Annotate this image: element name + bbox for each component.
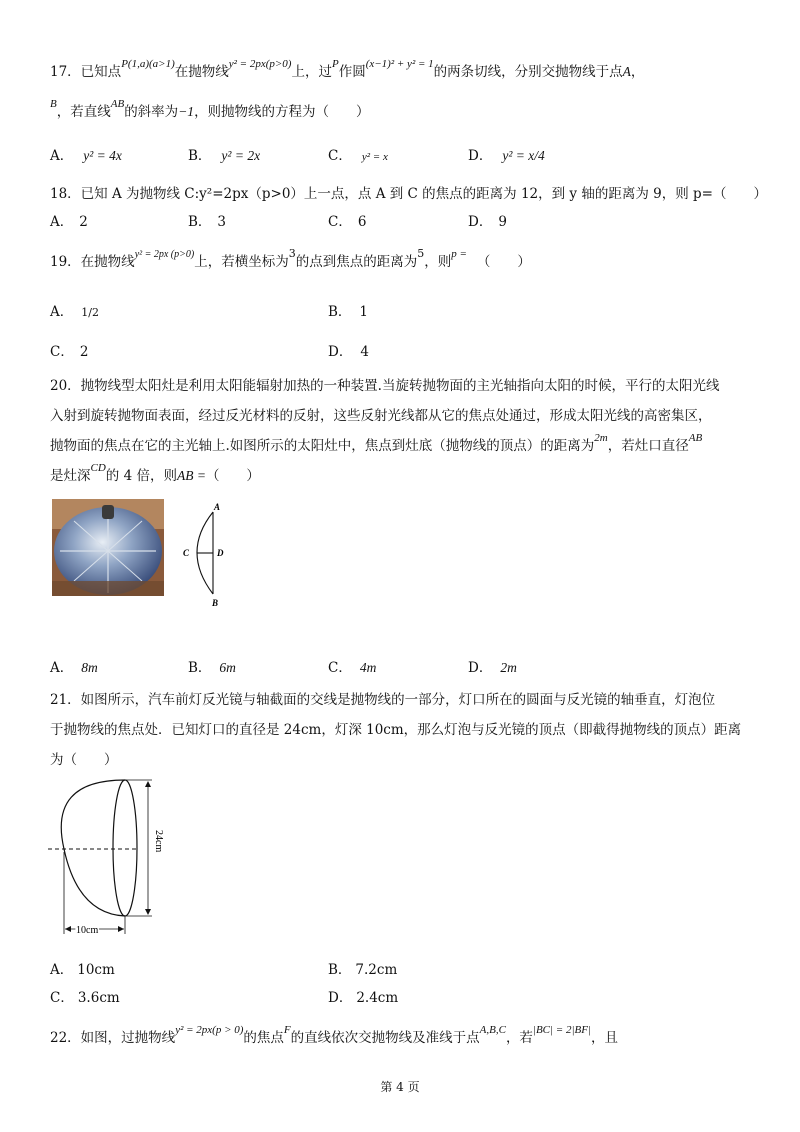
q17-option-c[interactable] (328, 146, 388, 167)
option-label: C． (50, 344, 74, 360)
q17-p: P (331, 58, 339, 70)
height-label: 24cm (153, 830, 164, 853)
option-text: 1/2 (81, 306, 99, 319)
q22-parabola-expr: y² = 2px(p > 0) (175, 1024, 244, 1036)
option-text: y² = x/4 (502, 148, 545, 163)
q17-comma: ， (630, 64, 645, 80)
q22-f: F (283, 1024, 291, 1036)
q19-parabola-expr: y² = 2px (p>0) (134, 249, 195, 260)
q19-d: 5 (417, 247, 425, 260)
q22-number: 22．如图，过抛物线 (50, 1030, 176, 1046)
q19-option-a[interactable] (50, 302, 99, 323)
option-text: 10cm (77, 962, 115, 978)
option-text: 2.4cm (356, 990, 399, 1006)
solar-cooker-photo (52, 499, 164, 596)
q21-line3: 为（ ） (50, 752, 118, 768)
q20-option-c[interactable] (328, 658, 376, 678)
q19-text: 上，若横坐标为 (194, 254, 289, 270)
q20-text: 抛物面的焦点在它的主光轴上.如图所示的太阳灶中，焦点到灶底（抛物线的顶点）的距离为 (50, 438, 595, 454)
option-text: 7.2cm (355, 962, 398, 978)
q22-points: A,B,C (479, 1024, 506, 1036)
q18-option-d[interactable] (468, 212, 507, 232)
q21-line1: 21．如图所示，汽车前灯反光镜与轴截面的交线是抛物线的一部分，灯口所在的圆面与反光镜的轴垂直，灯泡位 (50, 692, 716, 708)
q20-option-b[interactable] (188, 658, 236, 678)
option-label: D． (468, 148, 493, 164)
q17-option-a[interactable] (50, 146, 122, 166)
q20-text: （ ） (205, 468, 260, 484)
q20-line1: 20．抛物线型太阳灶是利用太阳能辐射加热的一种装置.当旋转抛物面的主光轴指向太阳的时候，平行的太阳光线 (50, 378, 720, 394)
q19-option-c[interactable] (50, 342, 88, 362)
q19-option-d[interactable] (328, 342, 369, 362)
option-label: B． (188, 660, 212, 676)
option-text: 3.6cm (77, 990, 120, 1006)
q22-text: ，若 (505, 1030, 533, 1046)
q17-number: 17．已知点 (50, 64, 122, 80)
q22-text: 的直线依次交抛物线及准线于点 (290, 1030, 480, 1046)
q20-option-d[interactable] (468, 658, 517, 678)
q20-text: 是灶深 (50, 468, 91, 484)
q17-text: 在抛物线 (174, 64, 229, 80)
q17-text: 的斜率为 (124, 104, 179, 120)
q17-option-d[interactable] (468, 146, 545, 166)
option-text: 6 (357, 214, 367, 230)
q18-stem: 18．已知 A 为抛物线 C:y²=2px（p>0）上一点，点 A 到 C 的焦点的距离为 12，到 y 轴的距离为 9，则 p=（ ） (50, 186, 767, 202)
q19-option-b[interactable] (328, 302, 368, 322)
q19-number: 19．在抛物线 (50, 254, 135, 270)
q20-cd: CD (90, 462, 106, 474)
q17-text: 上，过 (291, 64, 332, 80)
label-b: B (212, 598, 219, 608)
option-label: B． (188, 148, 212, 164)
option-label: A． (50, 148, 74, 164)
q20-text: ，若灶口直径 (607, 438, 689, 454)
q20-option-a[interactable] (50, 658, 98, 678)
option-text: 4m (359, 660, 377, 675)
option-label: D． (468, 214, 493, 230)
q18-option-b[interactable] (188, 212, 226, 232)
option-label: A． (50, 214, 74, 230)
q21-option-d[interactable] (328, 988, 398, 1008)
q17-line1 (50, 58, 645, 83)
q19-x: 3 (288, 247, 296, 260)
headlight-diagram (48, 772, 168, 944)
q21-option-b[interactable] (328, 960, 397, 980)
option-label: C． (50, 990, 74, 1006)
option-label: C． (328, 214, 352, 230)
q21-option-a[interactable] (50, 960, 115, 980)
option-label: C． (328, 660, 352, 676)
q17-text: 的两条切线，分别交抛物线于点 (433, 64, 623, 80)
option-text: 2m (500, 660, 517, 675)
option-text: 9 (498, 214, 507, 230)
page-number: 第 4 页 (380, 1080, 420, 1094)
q20-ab: AB (688, 432, 703, 444)
option-text: 1 (359, 304, 369, 320)
q17-point-expr: P(1,a)(a>1) (121, 58, 175, 70)
q22-condition: |BC| = 2|BF| (532, 1024, 591, 1036)
option-text: y² = 4x (83, 148, 122, 163)
width-label: 10cm (76, 925, 99, 936)
q17-a: A (622, 64, 631, 79)
q19-stem (50, 247, 531, 274)
option-label: A． (50, 304, 74, 320)
option-label: A． (50, 660, 74, 676)
option-text: 2 (79, 344, 89, 360)
label-d: D (217, 548, 224, 558)
option-label: D． (328, 990, 353, 1006)
q17-ab: AB (110, 98, 125, 110)
q20-line4 (50, 462, 260, 487)
option-label: D． (328, 344, 353, 360)
q18-option-c[interactable] (328, 212, 366, 232)
option-label: A． (50, 962, 74, 978)
option-text: 2 (79, 214, 88, 230)
arc-diagram (180, 500, 240, 610)
q17-text: ，则抛物线的方程为（ ） (194, 104, 370, 120)
option-label: B． (188, 214, 212, 230)
q19-text: （ ） (476, 254, 531, 270)
option-label: D． (468, 660, 493, 676)
q17-b: B (50, 98, 57, 110)
q17-parabola-expr: y² = 2px(p>0) (228, 58, 292, 70)
option-text: 6m (219, 660, 236, 675)
q17-slope: −1 (178, 104, 195, 119)
option-label: C． (328, 148, 352, 164)
q17-text: 作圆 (338, 64, 366, 80)
q18-option-a[interactable] (50, 212, 88, 232)
option-label: B． (328, 962, 352, 978)
label-a: A (214, 502, 221, 512)
q17-text: ，若直线 (56, 104, 111, 120)
option-text: 4 (360, 344, 369, 360)
q22-text: 的焦点 (243, 1030, 284, 1046)
q19-p: p = (451, 248, 467, 260)
q20-line3 (50, 432, 703, 457)
q20-line2: 入射到旋转抛物面表面，经过反光材料的反射，这些反射光线都从它的焦点处通过，形成太阳光线的高密集区， (50, 408, 712, 424)
parabola-curve (61, 780, 125, 916)
q22-line1 (50, 1024, 618, 1049)
q20-dist: 2m (594, 432, 608, 444)
q20-ab-eq: AB = (176, 468, 206, 483)
q17-circle-expr: (x−1)² + y² = 1 (365, 58, 434, 70)
q17-option-b[interactable] (188, 146, 260, 166)
q20-text: 的 4 倍，则 (105, 468, 177, 484)
q19-text: 的点到焦点的距离为 (295, 254, 418, 270)
q17-line2 (50, 98, 370, 123)
q22-text: ，且 (590, 1030, 618, 1046)
label-c: C (183, 548, 190, 558)
option-label: B． (328, 304, 352, 320)
q21-line2: 于抛物线的焦点处．已知灯口的直径是 24cm，灯深 10cm，那么灯泡与反光镜的顶点（即截得抛物线的顶点）距离 (50, 722, 742, 738)
option-text: 3 (217, 214, 227, 230)
q19-text: ，则 (424, 254, 452, 270)
option-text: y² = 2x (221, 148, 261, 163)
option-text: y² = x (361, 151, 388, 163)
lamp-opening (113, 780, 137, 916)
option-text: 8m (81, 660, 98, 675)
q21-option-c[interactable] (50, 988, 120, 1008)
